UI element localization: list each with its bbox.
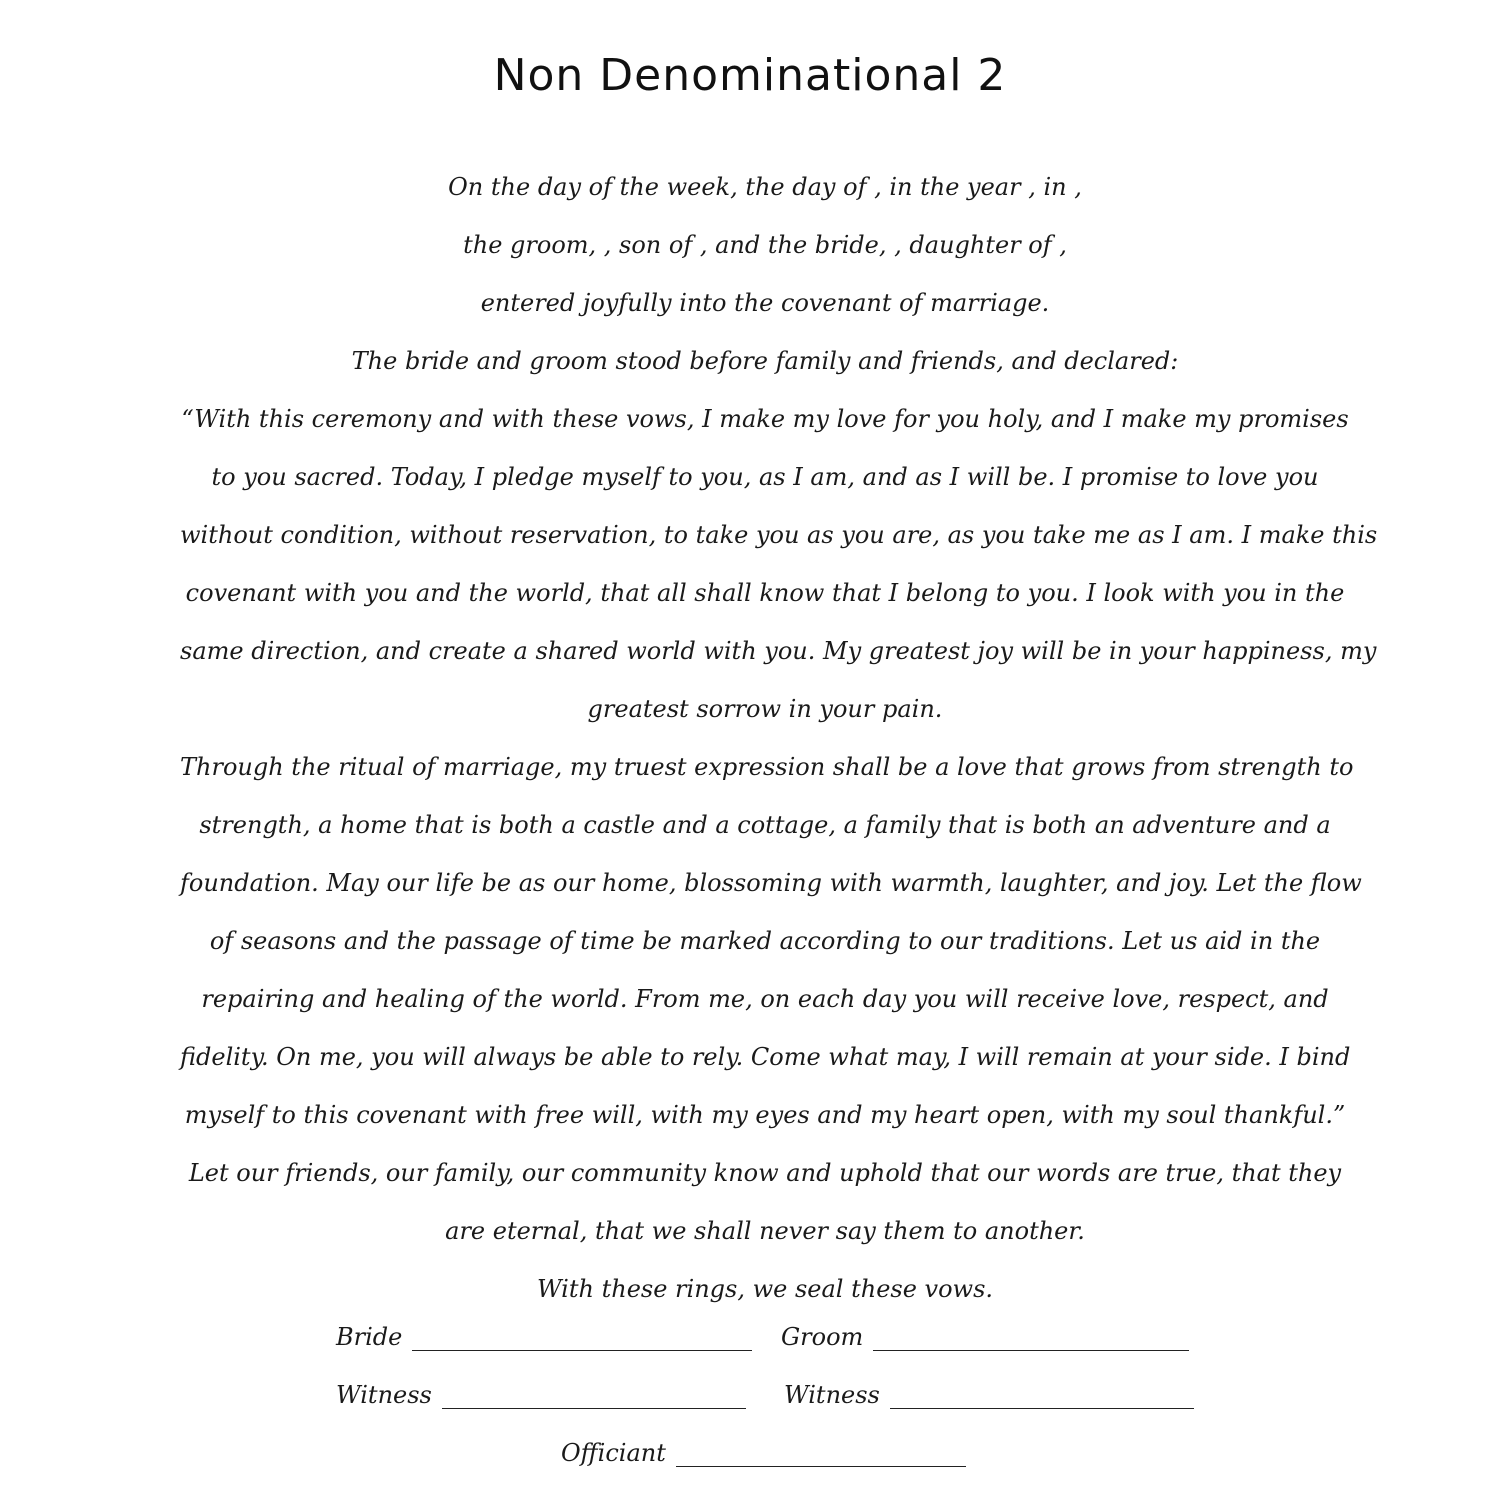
text-line: The bride and groom stood before family and friends, and declared: [351, 347, 1179, 375]
ketubah-text [180, 158, 1378, 1318]
bride-label: Bride [336, 1323, 403, 1351]
text-line: to you sacred. Today, I pledge myself to you, as I am, and as I will be. I promise to love you [211, 463, 1319, 491]
page-title: Non Denominational 2 [493, 50, 1007, 101]
groom-signature [781, 1323, 1189, 1351]
text-line: covenant with you and the world, that all shall know that I belong to you. I look with you in the [185, 579, 1345, 607]
officiant-signature [561, 1439, 966, 1467]
witness-right-label: Witness [784, 1381, 880, 1409]
text-line: foundation. May our life be as our home, blossoming with warmth, laughter, and joy. Let the flow [180, 869, 1362, 897]
bride-signature-line [412, 1324, 752, 1351]
witness-right-signature-line [890, 1382, 1194, 1409]
witness-left-signature [336, 1381, 746, 1409]
text-line: Through the ritual of marriage, my truest expression shall be a love that grows from strength to [180, 753, 1354, 781]
witness-left-signature-line [442, 1382, 746, 1409]
text-line: repairing and healing of the world. From me, on each day you will receive love, respect, and [201, 985, 1329, 1013]
bride-signature [336, 1323, 752, 1351]
text-line: With these rings, we seal these vows. [536, 1275, 994, 1303]
text-line: fidelity. On me, you will always be able to rely. Come what may, I will remain at your side. I bind [180, 1043, 1351, 1071]
text-line: myself to this covenant with free will, with my eyes and my heart open, with my soul thankful.” [184, 1101, 1346, 1129]
officiant-label: Officiant [561, 1439, 666, 1467]
groom-label: Groom [781, 1323, 864, 1351]
text-line: of seasons and the passage of time be marked according to our traditions. Let us aid in the [209, 927, 1321, 955]
text-line: greatest sorrow in your pain. [587, 695, 943, 723]
witness-right-signature [784, 1381, 1194, 1409]
text-line: without condition, without reservation, to take you as you are, as you take me as I am. I make this [180, 521, 1378, 549]
text-line: the groom, , son of , and the bride, , daughter of , [463, 231, 1067, 259]
text-line: “With this ceremony and with these vows, I make my love for you holy, and I make my promises [181, 405, 1349, 433]
text-line: Let our friends, our family, our community know and uphold that our words are true, that they [188, 1159, 1342, 1187]
groom-signature-line [873, 1324, 1189, 1351]
text-line: are eternal, that we shall never say them to another. [445, 1217, 1085, 1245]
text-line: entered joyfully into the covenant of marriage. [480, 289, 1050, 317]
text-line: strength, a home that is both a castle and a cottage, a family that is both an adventure and a [199, 811, 1331, 839]
officiant-signature-line [676, 1440, 966, 1467]
text-line: same direction, and create a shared world with you. My greatest joy will be in your happiness, my [180, 637, 1377, 665]
witness-left-label: Witness [336, 1381, 432, 1409]
text-line: On the day of the week, the day of , in the year , in , [448, 173, 1082, 201]
